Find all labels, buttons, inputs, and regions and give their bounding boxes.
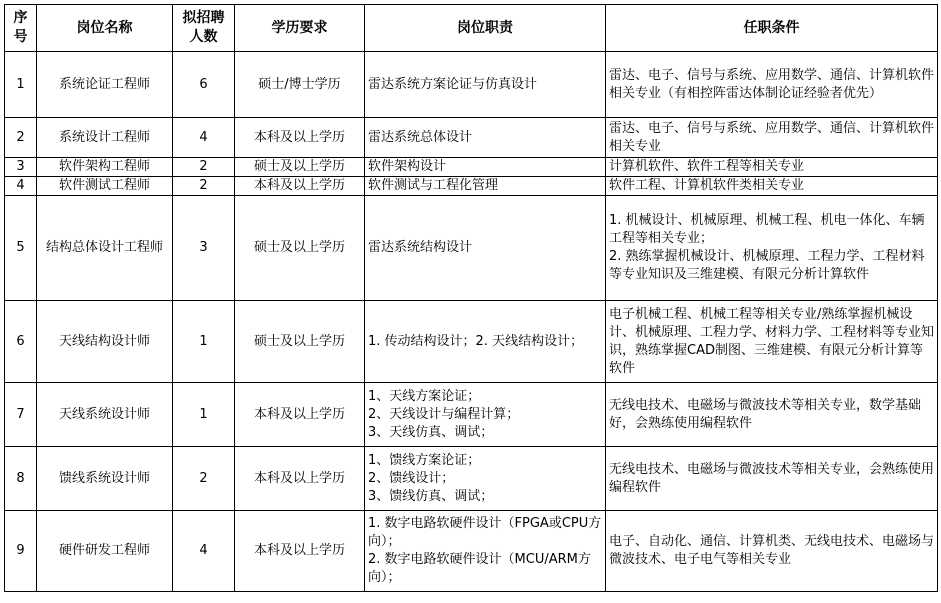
header-count: 拟招聘人数: [173, 5, 235, 52]
cell-duties: [365, 52, 606, 118]
cell-duties: [365, 511, 606, 592]
cell-duties-line: 3、天线仿真、调试；: [368, 424, 494, 440]
table-row: [5, 196, 938, 301]
cell-requirements: [606, 118, 938, 158]
cell-count: 2: [173, 177, 235, 196]
cell-duties-line: 2. 数字电路软硬件设计（MCU/ARM方向）；: [368, 552, 591, 585]
cell-duties: [365, 301, 606, 383]
header-index: 序号: [5, 5, 37, 52]
cell-duties-line: 3、馈线仿真、调试；: [368, 488, 494, 504]
cell-requirements: [606, 177, 938, 196]
cell-requirements-line: 1. 机械设计、机械原理、机械工程、机电一体化、车辆工程等相关专业；: [609, 213, 925, 246]
cell-requirements-line: 2. 熟练掌握机械设计、机械原理、工程力学、工程材料等专业知识及三维建模、有限元分析计算软件: [609, 249, 925, 282]
cell-requirements-line: 雷达、电子、信号与系统、应用数学、通信、计算机软件相关专业（有相控阵雷达体制论证经验者优先）: [609, 67, 935, 101]
cell-education: 硕士及以上学历: [235, 158, 365, 177]
table-row: [5, 447, 938, 511]
header-position: 岗位名称: [37, 5, 173, 52]
cell-requirements-line: 电子机械工程、机械工程等相关专业/熟练掌握机械设计、机械原理、工程力学、材料力学、工程材料等专业知识，熟练掌握CAD制图、三维建模、有限元分析计算等软件: [609, 306, 935, 376]
cell-position: 软件测试工程师: [37, 177, 173, 196]
header-requirements: 任职条件: [606, 5, 938, 52]
cell-count: 6: [173, 52, 235, 118]
cell-requirements-line: 无线电技术、电磁场与微波技术等相关专业，数学基础好，会熟练使用编程软件: [609, 397, 922, 431]
cell-duties-line: 雷达系统方案论证与仿真设计: [368, 76, 538, 92]
cell-duties-line: 1. 传动结构设计；2. 天线结构设计；: [368, 333, 584, 349]
cell-index: 8: [5, 447, 37, 511]
cell-position: 天线系统设计师: [37, 383, 173, 447]
cell-duties-line: 2、馈线设计；: [368, 470, 455, 486]
cell-index: 1: [5, 52, 37, 118]
cell-education: 本科及以上学历: [235, 177, 365, 196]
cell-education: 本科及以上学历: [235, 383, 365, 447]
cell-index: 9: [5, 511, 37, 592]
cell-requirements: [606, 196, 938, 301]
cell-education: 硕士及以上学历: [235, 196, 365, 301]
cell-duties: [365, 118, 606, 158]
cell-requirements: [606, 383, 938, 447]
cell-education: 本科及以上学历: [235, 447, 365, 511]
cell-requirements: [606, 511, 938, 592]
cell-requirements: [606, 158, 938, 177]
cell-count: 2: [173, 447, 235, 511]
cell-requirements-line: 雷达、电子、信号与系统、应用数学、通信、计算机软件相关专业: [609, 120, 935, 154]
cell-requirements: [606, 301, 938, 383]
cell-index: 3: [5, 158, 37, 177]
cell-requirements-line: 软件工程、计算机软件类相关专业: [609, 178, 805, 193]
cell-count: 1: [173, 301, 235, 383]
cell-count: 4: [173, 118, 235, 158]
cell-duties: [365, 196, 606, 301]
cell-position: 结构总体设计工程师: [37, 196, 173, 301]
table-row: [5, 301, 938, 383]
recruitment-table: [4, 4, 938, 592]
cell-education: 本科及以上学历: [235, 118, 365, 158]
cell-index: 4: [5, 177, 37, 196]
cell-duties: [365, 447, 606, 511]
table-row: [5, 511, 938, 592]
cell-duties-line: 2、天线设计与编程计算；: [368, 406, 520, 422]
table-row: [5, 177, 938, 196]
cell-index: 5: [5, 196, 37, 301]
table-row: [5, 383, 938, 447]
header-row: [5, 5, 938, 52]
cell-position: 系统论证工程师: [37, 52, 173, 118]
cell-index: 6: [5, 301, 37, 383]
cell-duties: [365, 158, 606, 177]
cell-index: 7: [5, 383, 37, 447]
cell-position: 软件架构工程师: [37, 158, 173, 177]
cell-position: 馈线系统设计师: [37, 447, 173, 511]
cell-requirements-line: 计算机软件、软件工程等相关专业: [609, 159, 805, 174]
cell-duties-line: 软件测试与工程化管理: [368, 178, 499, 193]
table-row: [5, 52, 938, 118]
cell-requirements-line: 无线电技术、电磁场与微波技术等相关专业，会熟练使用编程软件: [609, 461, 935, 495]
cell-education: 本科及以上学历: [235, 511, 365, 592]
table-body: [5, 52, 938, 592]
cell-requirements: [606, 52, 938, 118]
cell-count: 2: [173, 158, 235, 177]
cell-index: 2: [5, 118, 37, 158]
cell-duties-line: 软件架构设计: [368, 159, 447, 174]
table-row: [5, 118, 938, 158]
cell-position: 硬件研发工程师: [37, 511, 173, 592]
cell-duties-line: 1. 数字电路软硬件设计（FPGA或CPU方向）；: [368, 516, 602, 549]
cell-requirements-line: 电子、自动化、通信、计算机类、无线电技术、电磁场与微波技术、电子电气等相关专业: [609, 534, 935, 567]
cell-duties: [365, 177, 606, 196]
cell-position: 系统设计工程师: [37, 118, 173, 158]
cell-duties-line: 雷达系统总体设计: [368, 129, 473, 145]
table-row: [5, 158, 938, 177]
cell-duties: [365, 383, 606, 447]
cell-duties-line: 1、馈线方案论证；: [368, 452, 481, 468]
cell-duties-line: 1、天线方案论证；: [368, 388, 481, 404]
cell-duties-line: 雷达系统结构设计: [368, 240, 473, 255]
cell-count: 1: [173, 383, 235, 447]
cell-position: 天线结构设计师: [37, 301, 173, 383]
header-duties: 岗位职责: [365, 5, 606, 52]
cell-requirements: [606, 447, 938, 511]
cell-count: 4: [173, 511, 235, 592]
cell-count: 3: [173, 196, 235, 301]
header-education: 学历要求: [235, 5, 365, 52]
cell-education: 硕士/博士学历: [235, 52, 365, 118]
cell-education: 硕士及以上学历: [235, 301, 365, 383]
